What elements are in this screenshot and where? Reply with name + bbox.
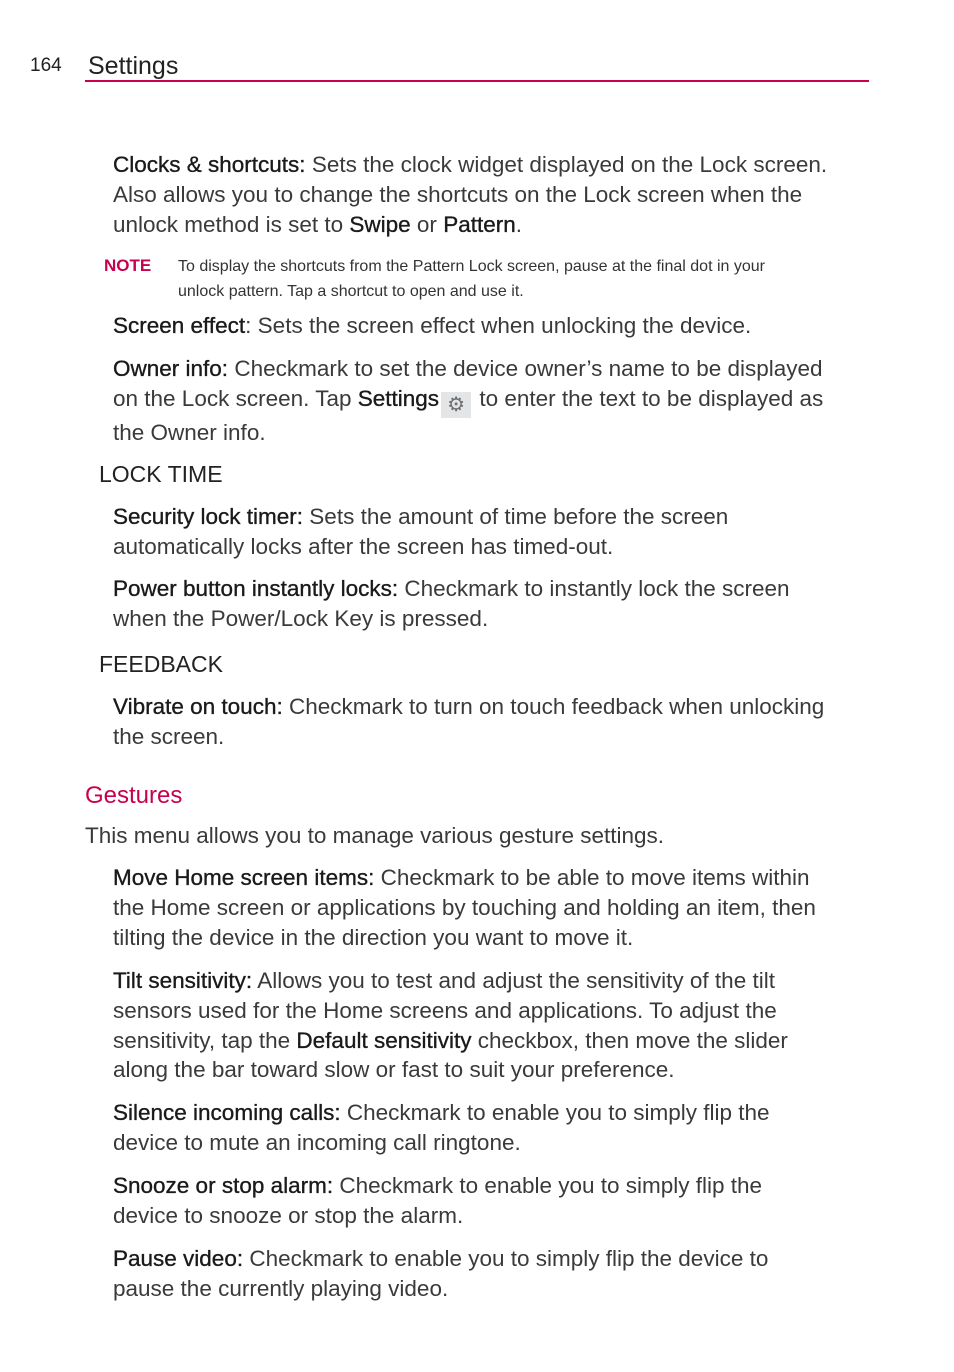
paragraph-clocks-shortcuts [113, 150, 827, 239]
term: Screen effect [113, 313, 246, 338]
text: Allows you to test and adjust the sensitivity of the tilt sensors used for the Home screens and applications. To adjust the sensitivity, tap the [113, 968, 777, 1053]
text: Sets the clock widget displayed on the Lock screen. Also allows you to change the shortcuts on the Lock screen when the unlock method is set to [113, 152, 828, 237]
text: Checkmark to enable you to simply flip the device to mute an incoming call ringtone. [113, 1100, 770, 1155]
text: or [410, 211, 444, 237]
text: to enter the text to be displayed as the Owner info. [113, 385, 824, 445]
section-gestures: Gestures [85, 782, 183, 809]
page-number: 164 [30, 55, 62, 76]
term: Move Home screen items: [113, 865, 375, 890]
text: Checkmark to turn on touch feedback when unlocking the screen. [113, 694, 825, 749]
term: Snooze or stop alarm: [113, 1173, 334, 1198]
term: Security lock timer: [113, 504, 304, 529]
paragraph-power-button [113, 574, 790, 634]
text: Checkmark to be able to move items within the Home screen or applications by touching and holding an item, then tilting the device in the direction you want to move it. [113, 865, 816, 950]
paragraph-owner-info [113, 354, 823, 448]
note-text: To display the shortcuts from the Pattern Lock screen, pause at the final dot in your unlock pattern. Tap a shortcut to open and use it. [178, 258, 765, 300]
paragraph-pause-video [113, 1244, 768, 1304]
term: Silence incoming calls: [113, 1100, 341, 1125]
paragraph-snooze-or-stop-alarm [113, 1171, 762, 1231]
paragraph-vibrate-on-touch [113, 692, 824, 752]
paragraph-security-lock-timer [113, 502, 728, 562]
term: Settings [357, 385, 440, 411]
term: Vibrate on touch: [113, 694, 283, 719]
text: Checkmark to set the device owner’s name to be displayed on the Lock screen. Tap [113, 356, 823, 411]
term: Pause video: [113, 1246, 244, 1271]
paragraph-tilt-sensitivity [113, 966, 788, 1085]
paragraph-silence-incoming-calls [113, 1098, 770, 1158]
term: Clocks & shortcuts: [113, 152, 306, 177]
gestures-intro: This menu allows you to manage various gesture settings. [85, 823, 665, 848]
text: Sets the amount of time before the screen automatically locks after the screen has timed-out. [113, 504, 729, 559]
text: . [515, 211, 522, 237]
text: checkbox, then move the slider along the bar toward slow or fast to suit your preference. [113, 1027, 788, 1083]
note-label: NOTE [104, 256, 152, 275]
section-lock-time: LOCK TIME [99, 461, 223, 487]
text: Checkmark to instantly lock the screen when the Power/Lock Key is pressed. [113, 576, 790, 631]
text: : Sets the screen effect when unlocking the device. [245, 313, 752, 338]
paragraph-screen-effect [113, 311, 751, 341]
term: Pattern [443, 211, 516, 237]
text: Checkmark to enable you to simply flip the device to snooze or stop the alarm. [113, 1173, 763, 1228]
term: Power button instantly locks: [113, 576, 399, 601]
gear-icon: ⚙ [441, 392, 471, 418]
term: Default sensitivity [296, 1027, 472, 1053]
header-rule [85, 80, 869, 82]
term: Tilt sensitivity: [113, 968, 253, 993]
term: Owner info: [113, 356, 229, 381]
section-feedback: FEEDBACK [99, 651, 223, 677]
term: Swipe [349, 211, 411, 237]
paragraph-move-home-screen-items [113, 863, 816, 952]
page-title: Settings [88, 52, 179, 80]
text: Checkmark to enable you to simply flip the device to pause the currently playing video. [113, 1246, 769, 1301]
